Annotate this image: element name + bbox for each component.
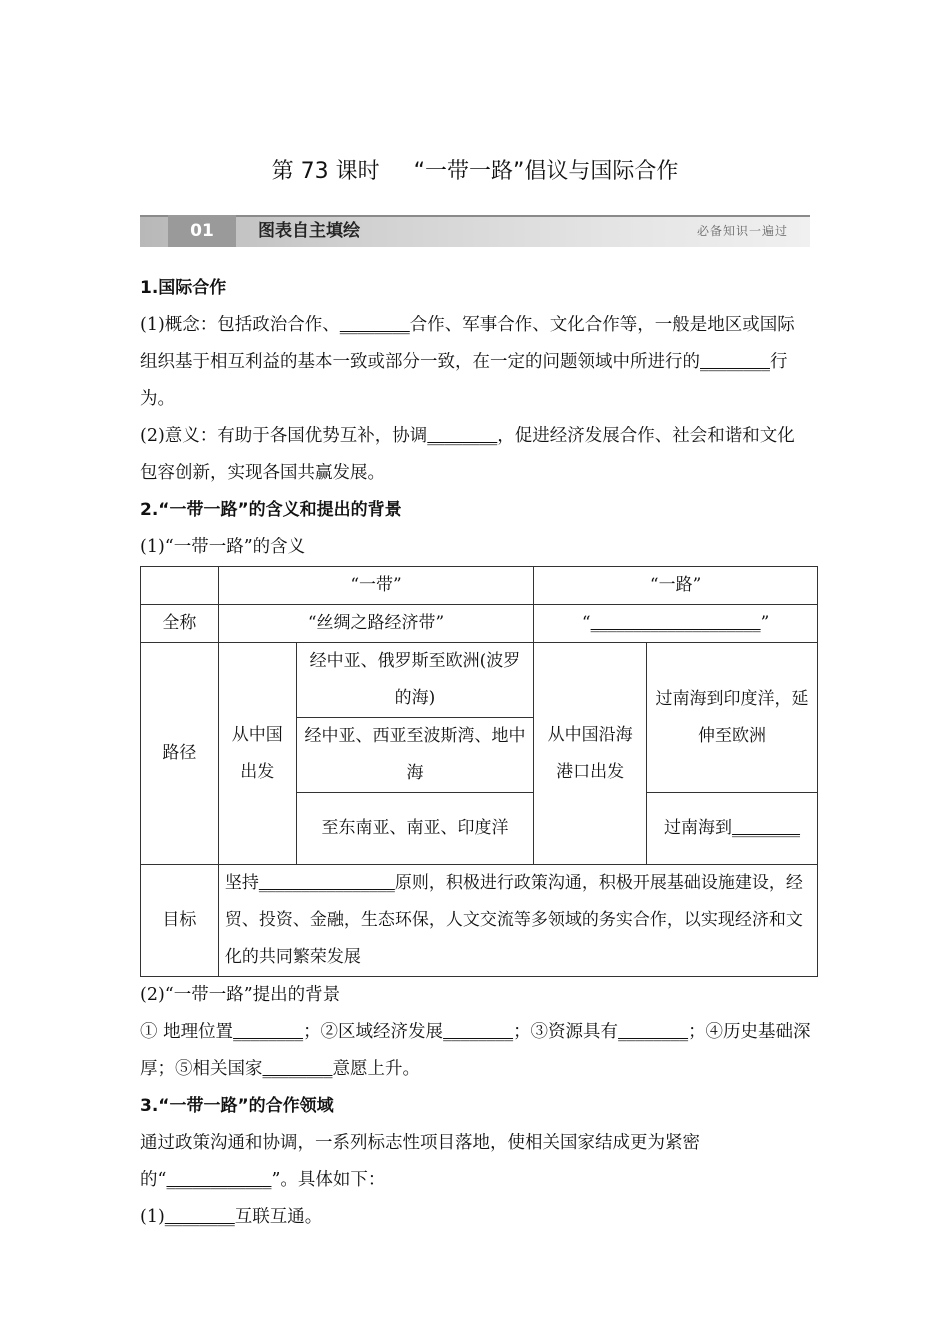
fill-blank[interactable]: ________ xyxy=(233,1022,304,1042)
section-heading-2: 2.“一带一路”的含义和提出的背景 xyxy=(140,500,402,520)
fill-blank[interactable]: ________ xyxy=(700,352,770,372)
road-route-1: 过南海到印度洋，延伸至欧洲 xyxy=(647,643,818,793)
fill-blank[interactable]: ________ xyxy=(262,1059,333,1079)
fill-blank[interactable]: ________ xyxy=(443,1022,514,1042)
main-content xyxy=(140,270,811,1236)
fill-blank[interactable]: ________ xyxy=(618,1022,689,1042)
road-start: 从中国沿海港口出发 xyxy=(534,643,647,865)
road-fullname: “____________________” xyxy=(534,605,818,643)
belt-fullname: “丝绸之路经济带” xyxy=(218,605,533,643)
subheading-background: (2)“一带一路”提出的背景 xyxy=(140,985,341,1005)
paragraph-background: ① 地理位置________；②区域经济发展________；③资源具有________；④历史基础深厚；⑤相关国家________意愿上升。 xyxy=(140,1022,811,1079)
banner-number: 01 xyxy=(168,215,236,247)
table-row-goal xyxy=(141,865,818,977)
fill-blank[interactable]: ________ xyxy=(427,426,498,446)
table-row-fullname xyxy=(141,605,818,643)
page-title xyxy=(0,154,950,185)
fill-blank[interactable]: ________ xyxy=(732,818,801,838)
subheading-meaning: (1)“一带一路”的含义 xyxy=(140,537,306,557)
road-route-2: 过南海到________ xyxy=(647,793,818,865)
lesson-number: 第 73 课时 xyxy=(271,159,380,184)
row-label-goal: 目标 xyxy=(141,865,219,977)
paragraph-significance: (2)意义：有助于各国优势互补，协调________，促进经济发展合作、社会和谐和文化包容创新，实现各国共赢发展。 xyxy=(140,426,795,483)
fill-blank[interactable]: ________ xyxy=(164,1207,235,1227)
belt-start: 从中国出发 xyxy=(218,643,296,865)
section-banner xyxy=(140,215,810,247)
paragraph-cooperation: 通过政策沟通和协调，一系列标志性项目落地，使相关国家结成更为紧密的“____________”。具体如下： xyxy=(140,1133,700,1190)
fill-blank[interactable]: ____________ xyxy=(166,1170,272,1190)
col-header-belt: “一带” xyxy=(218,567,533,605)
belt-route-2: 经中亚、西亚至波斯湾、地中海 xyxy=(296,718,533,793)
fill-blank[interactable]: ________________ xyxy=(258,873,395,893)
paragraph-concept: (1)概念：包括政治合作、________合作、军事合作、文化合作等，一般是地区或国际组织基于相互利益的基本一致或部分一致，在一定的问题领域中所进行的________行为。 xyxy=(140,315,795,409)
table-corner-cell xyxy=(141,567,219,605)
list-item: (1)________互联互通。 xyxy=(140,1207,323,1227)
col-header-road: “一路” xyxy=(534,567,818,605)
belt-route-1: 经中亚、俄罗斯至欧洲(波罗的海) xyxy=(296,643,533,718)
row-label-fullname: 全称 xyxy=(141,605,219,643)
belt-road-table xyxy=(140,566,818,977)
row-label-route: 路径 xyxy=(141,643,219,865)
table-header-row xyxy=(141,567,818,605)
lesson-title: “一带一路”倡议与国际合作 xyxy=(413,159,679,184)
section-heading-1: 1.国际合作 xyxy=(140,278,227,298)
section-heading-3: 3.“一带一路”的合作领域 xyxy=(140,1096,334,1116)
table-row-route xyxy=(141,643,818,718)
belt-route-3: 至东南亚、南亚、印度洋 xyxy=(296,793,533,865)
fill-blank[interactable]: ____________________ xyxy=(590,613,761,633)
banner-title: 图表自主填绘 xyxy=(258,221,360,241)
fill-blank[interactable]: ________ xyxy=(339,315,410,335)
goal-text: 坚持________________原则，积极进行政策沟通，积极开展基础设施建设，经贸、投资、金融，生态环保，人文交流等多领域的务实合作，以实现经济和文化的共同繁荣发展 xyxy=(218,865,817,977)
banner-tag: 必备知识一遍过 xyxy=(696,224,788,238)
